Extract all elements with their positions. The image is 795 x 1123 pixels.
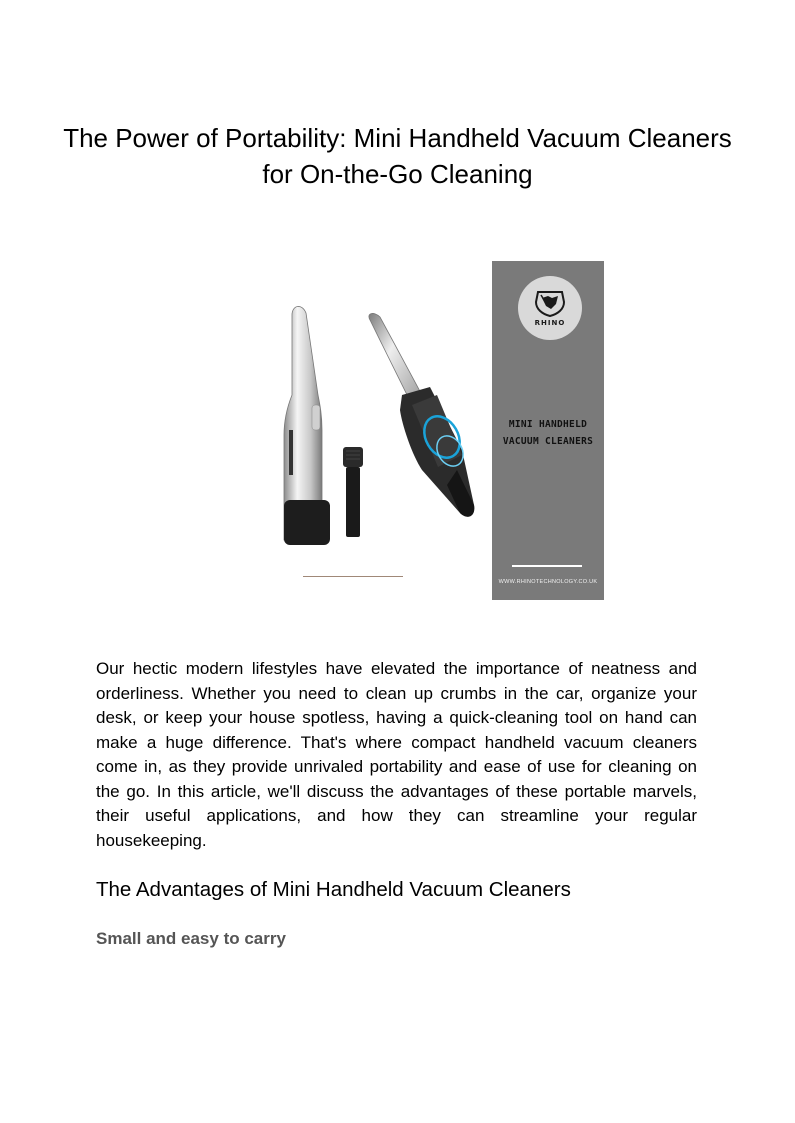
document-title: The Power of Portability: Mini Handheld Vacuum Cleaners for On-the-Go Cleaning bbox=[63, 123, 732, 189]
brand-logo-text: RHINO bbox=[534, 319, 566, 327]
rhino-head-icon bbox=[518, 276, 582, 340]
image-underline bbox=[303, 576, 403, 577]
brand-banner bbox=[492, 261, 604, 600]
banner-heading-line-2: VACUUM CLEANERS bbox=[502, 436, 594, 447]
banner-url: WWW.RHINOTECHNOLOGY.CO.UK bbox=[498, 579, 598, 585]
brand-logo bbox=[518, 276, 582, 340]
banner-heading-line-1: MINI HANDHELD bbox=[508, 419, 588, 430]
section-heading: The Advantages of Mini Handheld Vacuum Cleaners bbox=[96, 878, 571, 901]
sub-heading: Small and easy to carry bbox=[96, 929, 286, 948]
intro-paragraph: Our hectic modern lifestyles have elevated the importance of neatness and orderliness. Whether you need to clean up crumbs in the car, organize your desk, or keep your house spotless, having a quick-cleaning tool on hand can make a huge difference. That's where compact handheld vacuum cleaners come in, as they provide unrivaled portability and ease of use for cleaning on the go. In this article, we'll discuss the advantages of these portable marvels, their useful applications, and how they can streamline your regular housekeeping. bbox=[96, 659, 697, 850]
vacuum-product-photo bbox=[262, 255, 492, 600]
hero-image bbox=[262, 255, 612, 605]
banner-divider bbox=[512, 565, 582, 567]
banner-heading bbox=[492, 416, 604, 450]
